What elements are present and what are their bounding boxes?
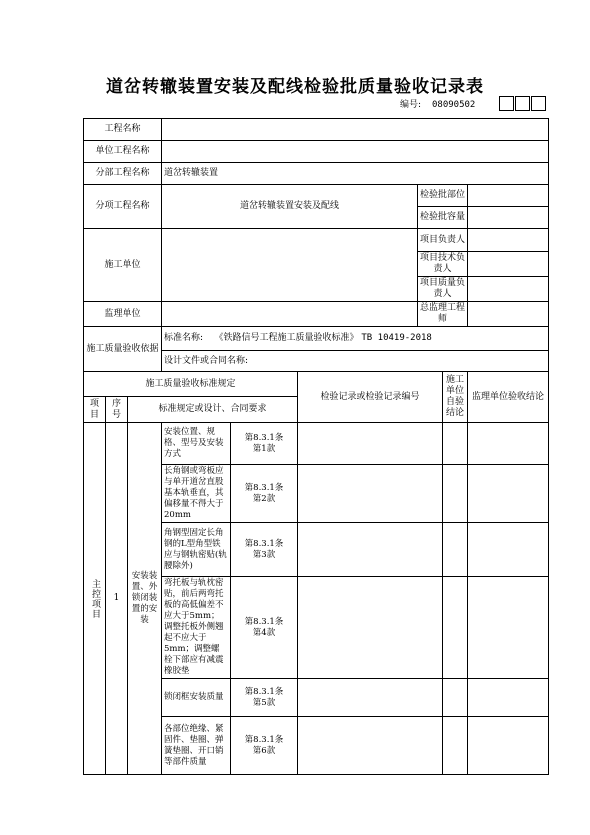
project-leader-label: 项目负责人	[418, 229, 468, 252]
unit-project-label: 单位工程名称	[84, 141, 162, 163]
item-5-record[interactable]	[298, 679, 443, 717]
item-5-clause: 第8.3.1条 第5款	[231, 679, 298, 717]
item-6-supervision[interactable]	[468, 717, 549, 775]
sub-project-value: 道岔转辙装置安装及配线	[162, 185, 418, 229]
code-value: 08090502	[432, 100, 476, 110]
standard-name: 《铁路信号工程施工质量验收标准》	[214, 333, 359, 343]
main-group: 安装装置、外锁闭装置的安装	[128, 423, 162, 775]
item-3-record[interactable]	[298, 523, 443, 577]
item-5-desc: 锁闭框安装质量	[162, 679, 231, 717]
item-1-record[interactable]	[298, 423, 443, 465]
item-4-supervision[interactable]	[468, 577, 549, 679]
item-6-construction[interactable]	[443, 717, 468, 775]
inspect-capacity-field[interactable]	[468, 207, 549, 229]
requirement-header: 标准规定或设计、合同要求	[128, 397, 298, 423]
code-box-2[interactable]	[515, 96, 530, 111]
project-leader-field[interactable]	[468, 229, 549, 252]
project-name-label: 工程名称	[84, 119, 162, 141]
inspect-capacity-label: 检验批容量	[418, 207, 468, 229]
inspect-part-label: 检验批部位	[418, 185, 468, 207]
standard-code: TB 10419-2018	[361, 333, 432, 343]
item-2-supervision[interactable]	[468, 465, 549, 523]
construction-unit-field[interactable]	[162, 229, 418, 302]
form-code	[400, 98, 478, 112]
item-6-clause: 第8.3.1条 第6款	[231, 717, 298, 775]
quality-leader-label: 项目质量负责人	[418, 277, 468, 302]
item-2-desc: 长角钢或弯板应与单开道岔直股基本轨垂直，其偏移量不得大于20mm	[162, 465, 231, 523]
item-3-construction[interactable]	[443, 523, 468, 577]
item-3-clause: 第8.3.1条 第3款	[231, 523, 298, 577]
part-project-value: 道岔转辙装置	[162, 163, 549, 185]
item-1-supervision[interactable]	[468, 423, 549, 465]
chief-supervisor-label: 总监理工程师	[418, 302, 468, 327]
item-2-clause: 第8.3.1条 第2款	[231, 465, 298, 523]
item-3-supervision[interactable]	[468, 523, 549, 577]
tech-leader-label: 项目技术负责人	[418, 252, 468, 277]
item-6-desc: 各部位绝缘、紧固件、垫圈、弹簧垫圈、开口销等部件质量	[162, 717, 231, 775]
spec-header: 施工质量验收标准规定	[84, 372, 298, 397]
item-5-supervision[interactable]	[468, 679, 549, 717]
inspect-part-field[interactable]	[468, 185, 549, 207]
unit-project-field[interactable]	[162, 141, 549, 163]
main-item-label: 主控项目	[84, 423, 106, 775]
code-box-3[interactable]	[531, 96, 546, 111]
seq-header: 序号	[106, 397, 128, 423]
item-4-construction[interactable]	[443, 577, 468, 679]
project-name-field[interactable]	[162, 119, 549, 141]
basis-label: 施工质量验收依据	[84, 327, 162, 372]
standard-row	[162, 327, 549, 351]
page-title: 道岔转辙装置安装及配线检验批质量验收记录表	[106, 77, 484, 97]
supervision-unit-label: 监理单位	[84, 302, 162, 327]
item-1-desc: 安装位置、规格、型号及安装方式	[162, 423, 231, 465]
item-1-construction[interactable]	[443, 423, 468, 465]
sub-project-label: 分项工程名称	[84, 185, 162, 229]
chief-supervisor-field[interactable]	[468, 302, 549, 327]
standard-label: 标准名称:	[164, 333, 204, 343]
item-4-clause: 第8.3.1条 第4款	[231, 577, 298, 679]
item-3-desc: 角钢型固定长角钢的L型角型铁应与钢轨密贴(轨腰除外)	[162, 523, 231, 577]
item-4-record[interactable]	[298, 577, 443, 679]
item-header: 项目	[84, 397, 106, 423]
inspection-form	[83, 118, 549, 775]
design-doc-label: 设计文件或合同名称:	[162, 351, 549, 372]
supervision-unit-field[interactable]	[162, 302, 418, 327]
item-6-record[interactable]	[298, 717, 443, 775]
code-label: 编号:	[400, 100, 422, 110]
supervision-conclusion-header: 监理单位验收结论	[468, 372, 549, 423]
main-seq: 1	[106, 423, 128, 775]
table-row	[84, 423, 549, 465]
item-2-record[interactable]	[298, 465, 443, 523]
quality-leader-field[interactable]	[468, 277, 549, 302]
item-2-construction[interactable]	[443, 465, 468, 523]
construction-unit-label: 施工单位	[84, 229, 162, 302]
record-header: 检验记录或检验记录编号	[298, 372, 443, 423]
item-4-desc: 弯托板与轨枕密贴，前后两弯托板的高低偏差不应大于5mm；调整托板外侧翘起不应大于5mm；调整螺栓下部应有减震橡胶垫	[162, 577, 231, 679]
construction-conclusion-header: 施工单位自验结论	[443, 372, 468, 423]
item-5-construction[interactable]	[443, 679, 468, 717]
item-1-clause: 第8.3.1条 第1款	[231, 423, 298, 465]
code-box-1[interactable]	[499, 96, 514, 111]
part-project-label: 分部工程名称	[84, 163, 162, 185]
tech-leader-field[interactable]	[468, 252, 549, 277]
